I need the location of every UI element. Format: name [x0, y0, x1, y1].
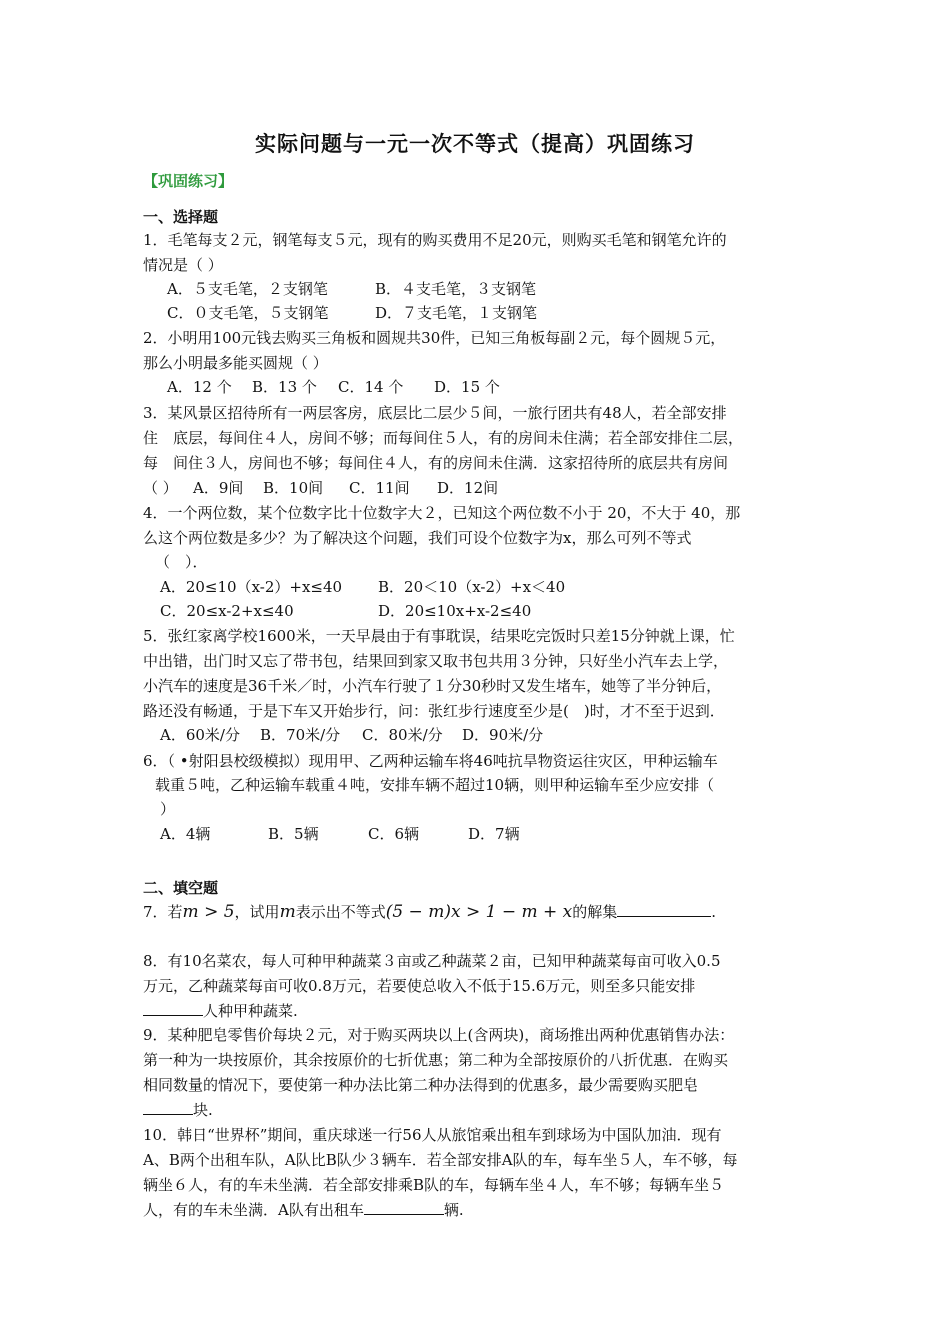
question-1-line-1: 1．毛笔每支２元，钢笔每支５元，现有的购买费用不足20元，则购买毛笔和钢笔允许的: [143, 231, 727, 249]
question-5-line-2: 中出错，出门时又忘了带书包，结果回到家又取书包共用３分钟，只好坐小汽车去上学，: [143, 652, 729, 670]
option-c: C．14 个: [338, 378, 404, 396]
question-7-text-2: ，试用: [234, 903, 280, 921]
section-heading-fill: 二、填空题: [143, 879, 219, 897]
math-m-gt-5: m > 5: [182, 902, 235, 922]
question-1-options-row-1: [167, 279, 536, 299]
answer-blank[interactable]: [364, 1200, 444, 1215]
option-d: D．15 个: [434, 378, 500, 396]
question-10-line-4-text: 人，有的车未坐满．A队有出租车: [143, 1201, 364, 1219]
question-9-line-2: 第一种为一块按原价，其余按原价的七折优惠；第二种为全部按原价的八折优惠．在购买: [143, 1051, 729, 1069]
question-8-line-3-text: 人种甲种蔬菜.: [203, 1002, 298, 1020]
question-5-options: [160, 725, 543, 745]
question-10-line-1: 10．韩日“世界杯”期间，重庆球迷一行56人从旅馆乘出租车到球场为中国队加油．现有: [143, 1126, 722, 1144]
question-6-line-3: ）: [160, 800, 176, 818]
question-4-line-2: 么这个两位数是多少？为了解决这个问题，我们可设个位数字为x，那么可列不等式: [143, 529, 692, 547]
question-9-line-4: [143, 1100, 213, 1120]
answer-blank[interactable]: [143, 1001, 203, 1016]
option-a: A．9间: [193, 479, 244, 497]
question-10-line-4: [143, 1200, 464, 1220]
question-9-line-1: 9．某种肥皂零售价每块２元，对于购买两块以上(含两块)，商场推出两种优惠销售办法：: [143, 1026, 735, 1044]
option-c: C．20≤x-2+x≤40: [160, 602, 294, 620]
option-b: B．４支毛笔，３支钢笔: [375, 280, 537, 298]
question-2-line-2: 那么小明最多能买圆规（ ）: [143, 354, 328, 372]
option-b: B．20＜10（x-2）+x＜40: [378, 578, 566, 596]
answer-blank[interactable]: [143, 1100, 193, 1115]
option-b: B．70米/分: [260, 726, 341, 744]
question-3-line-2: 住 底层，每间住４人，房间不够；而每间住５人，有的房间未住满；若全部安排住二层，: [143, 429, 744, 447]
question-6-options: [160, 824, 520, 844]
question-10-line-3: 辆坐６人，有的车未坐满．若全部安排乘B队的车，每辆车坐４人，车不够；每辆车坐５: [143, 1176, 725, 1194]
question-10-line-2: A、B两个出租车队，A队比B队少３辆车．若全部安排A队的车，每车坐５人，车不够，每: [143, 1151, 738, 1169]
question-4-options-row-2: [160, 601, 531, 621]
question-1-options-row-2: [167, 303, 537, 323]
question-4-line-1: 4．一个两位数，某个位数字比十位数字大２，已知这个两位数不小于 20，不大于 40，那: [143, 504, 741, 522]
page-title: 实际问题与一元一次不等式（提高）巩固练习: [255, 132, 695, 156]
question-7-text-3: 表示出不等式: [295, 903, 386, 921]
question-6-line-2: 载重５吨，乙种运输车载重４吨，安排车辆不超过10辆，则甲种运输车至少应安排（: [155, 776, 715, 794]
option-a: A．５支毛笔，２支钢笔: [167, 280, 328, 298]
option-c: C．11间: [349, 479, 410, 497]
question-7-period: .: [711, 903, 717, 921]
question-8-line-1: 8．有10名菜农，每人可种甲种蔬菜３亩或乙种蔬菜２亩，已知甲种蔬菜每亩可收入0.5: [143, 952, 721, 970]
question-6-line-1: 6．（ •射阳县校级模拟）现用甲、乙两种运输车将46吨抗旱物资运往灾区，甲种运输车: [143, 752, 718, 770]
option-a: A．60米/分: [160, 726, 240, 744]
option-b: B．10间: [263, 479, 324, 497]
section-tag: 【巩固练习】: [143, 172, 234, 190]
question-9-line-3: 相同数量的情况下，要使第一种办法比第二种办法得到的优惠多，最少需要购买肥皂: [143, 1076, 699, 1094]
question-5-line-1: 5．张红家离学校1600米，一天早晨由于有事耽误，结果吃完饭时只差15分钟就上课，忙: [143, 627, 735, 645]
question-2-line-1: 2．小明用100元钱去购买三角板和圆规共30件，已知三角板每副２元，每个圆规５元，: [143, 329, 726, 347]
question-4-line-3: （ ）．: [155, 553, 208, 571]
option-a: A．4辆: [160, 825, 211, 843]
option-a: A．20≤10（x-2）+x≤40: [160, 578, 343, 596]
option-b: B．13 个: [252, 378, 317, 396]
option-d: D．12间: [437, 479, 499, 497]
option-d: D．７支毛笔，１支钢笔: [375, 304, 538, 322]
option-b: B．5辆: [268, 825, 319, 843]
question-9-line-4-text: 块.: [193, 1101, 213, 1119]
question-10-line-4-end: 辆.: [443, 1201, 464, 1219]
option-c: C．０支毛笔，５支钢笔: [167, 304, 329, 322]
option-d: D．20≤10x+x-2≤40: [378, 602, 532, 620]
question-7-text-4: 的解集: [572, 903, 618, 921]
question-5-line-4: 路还没有畅通，于是下车又开始步行，问：张红步行速度至少是( )时，才不至于迟到．: [143, 702, 725, 720]
option-c: C．6辆: [368, 825, 420, 843]
answer-paren: （ ）: [143, 479, 178, 497]
question-2-options: [167, 377, 500, 397]
question-8-line-3: [143, 1001, 298, 1021]
option-d: D．90米/分: [462, 726, 544, 744]
question-4-options-row-1: [160, 577, 565, 597]
section-heading-choice: 一、选择题: [143, 208, 219, 226]
option-d: D．7辆: [468, 825, 520, 843]
math-inequality: (5 − m)x > 1 − m + x: [385, 902, 573, 922]
question-1-line-2: 情况是（ ）: [143, 256, 223, 274]
question-5-line-3: 小汽车的速度是36千米／时，小汽车行驶了１分30秒时又发生堵车，她等了半分钟后，: [143, 677, 722, 695]
math-m: m: [279, 902, 296, 922]
question-3-line-1: 3．某风景区招待所有一两层客房，底层比二层少５间，一旅行团共有48人，若全部安排: [143, 404, 727, 422]
option-a: A．12 个: [167, 378, 232, 396]
question-3-options: [143, 478, 498, 498]
question-7: [143, 902, 716, 922]
question-8-line-2: 万元，乙种蔬菜每亩可收0.8万元，若要使总收入不低于15.6万元，则至多只能安排: [143, 977, 696, 995]
answer-blank[interactable]: [617, 902, 711, 917]
option-c: C．80米/分: [362, 726, 443, 744]
question-7-text-1: 7．若: [143, 903, 183, 921]
question-3-line-3: 每 间住３人，房间也不够；每间住４人，有的房间未住满．这家招待所的底层共有房间: [143, 454, 729, 472]
